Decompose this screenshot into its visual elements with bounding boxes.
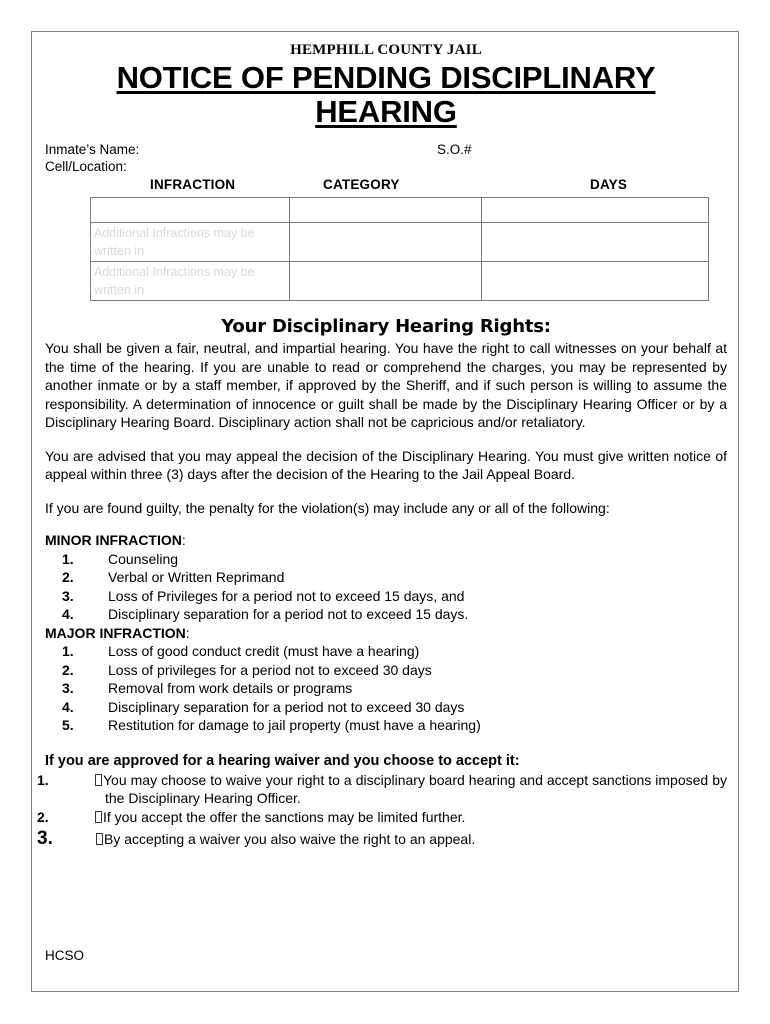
cell-infraction[interactable] bbox=[91, 198, 290, 223]
list-item-text: Counseling bbox=[108, 550, 179, 567]
cell-category[interactable] bbox=[290, 223, 482, 262]
minor-infraction-list bbox=[45, 550, 727, 624]
list-item-number: 1. bbox=[62, 550, 74, 567]
list-item-number: 1. bbox=[37, 771, 49, 788]
list-item-number: 4. bbox=[62, 698, 74, 715]
list-item-text: If you accept the offer the sanctions may be limited further. bbox=[103, 808, 466, 825]
infraction-table bbox=[90, 197, 709, 301]
rights-paragraph-1: You shall be given a fair, neutral, and impartial hearing. You have the right to call witnesses on your behalf at the time of the hearing. If you are unable to read or comprehend the charges, you may be represented by another inmate or by a staff member, if approved by the Sheriff, and if such person is willing to assume the responsibility. A determination of innocence or guilt shall be made by the Disciplinary Hearing Officer or by a Disciplinary Hearing Board. Disciplinary action shall not be capricious and/or retaliatory. bbox=[45, 340, 727, 430]
list-item bbox=[45, 587, 727, 606]
list-item-text: Disciplinary separation for a period not to exceed 30 days bbox=[108, 698, 465, 715]
list-item-number: 2. bbox=[62, 569, 74, 585]
page-title-line-2: HEARING bbox=[315, 94, 457, 129]
page-title bbox=[45, 61, 727, 129]
cell-infraction-placeholder: Additional Infractions may be written in bbox=[94, 265, 255, 297]
list-item-text: Removal from work details or programs bbox=[108, 680, 353, 696]
rights-heading: Your Disciplinary Hearing Rights: bbox=[221, 316, 551, 337]
organization-name: HEMPHILL COUNTY JAIL bbox=[290, 42, 482, 58]
list-item bbox=[45, 605, 727, 624]
missing-glyph-icon bbox=[96, 833, 103, 845]
cell-infraction[interactable] bbox=[91, 223, 290, 262]
list-item-number: 5. bbox=[62, 717, 74, 733]
waiver-list bbox=[37, 771, 727, 849]
list-item-text: Disciplinary separation for a period not to exceed 15 days. bbox=[108, 606, 469, 622]
waiver-heading: If you are approved for a hearing waiver and you choose to accept it: bbox=[45, 752, 520, 769]
column-header-days: DAYS bbox=[590, 177, 628, 192]
list-item-number: 3. bbox=[37, 828, 53, 849]
minor-infraction-label-colon: : bbox=[181, 532, 186, 548]
list-item-text: Verbal or Written Reprimand bbox=[108, 569, 285, 585]
cell-infraction-placeholder: Additional Infractions may be written in bbox=[94, 226, 255, 258]
list-item bbox=[45, 568, 727, 587]
list-item bbox=[37, 808, 727, 827]
minor-infraction-label-text: MINOR INFRACTION bbox=[45, 532, 182, 548]
table-row bbox=[91, 223, 709, 262]
list-item-text: Loss of good conduct credit (must have a hearing) bbox=[108, 643, 420, 659]
list-item-number: 2. bbox=[37, 808, 49, 825]
rights-paragraph-3: If you are found guilty, the penalty for the violation(s) may include any or all of the following: bbox=[45, 499, 610, 516]
list-item-number: 1. bbox=[62, 643, 74, 659]
major-infraction-label-colon: : bbox=[185, 624, 190, 641]
document-page bbox=[31, 31, 739, 992]
cell-category[interactable] bbox=[290, 198, 482, 223]
list-item bbox=[37, 771, 727, 808]
list-item bbox=[45, 716, 727, 735]
cell-location-label: Cell/Location: bbox=[45, 159, 127, 174]
list-item bbox=[45, 679, 727, 698]
column-header-infraction: INFRACTION bbox=[150, 177, 236, 192]
major-infraction-list bbox=[45, 642, 727, 735]
list-item-text: Restitution for damage to jail property (must have a hearing) bbox=[108, 717, 481, 733]
column-header-category: CATEGORY bbox=[323, 177, 400, 192]
cell-days[interactable] bbox=[482, 262, 709, 301]
list-item-number: 3. bbox=[62, 680, 74, 696]
document-body bbox=[37, 41, 727, 849]
list-item-number: 2. bbox=[62, 661, 74, 678]
list-item bbox=[37, 828, 727, 849]
missing-glyph-icon bbox=[95, 811, 102, 823]
table-row bbox=[91, 198, 709, 223]
list-item-text: Loss of Privileges for a period not to exceed 15 days, and bbox=[108, 587, 465, 604]
list-item bbox=[45, 642, 727, 661]
cell-category[interactable] bbox=[290, 262, 482, 301]
cell-days[interactable] bbox=[482, 198, 709, 223]
list-item-text: By accepting a waiver you also waive the right to an appeal. bbox=[104, 831, 476, 847]
major-infraction-label bbox=[45, 624, 727, 643]
list-item-number: 3. bbox=[62, 587, 74, 604]
so-number-label: S.O.# bbox=[437, 142, 472, 157]
list-item bbox=[45, 661, 727, 680]
footer-text: HCSO bbox=[45, 948, 85, 963]
cell-days[interactable] bbox=[482, 223, 709, 262]
missing-glyph-icon bbox=[95, 774, 102, 786]
cell-infraction[interactable] bbox=[91, 262, 290, 301]
minor-infraction-label bbox=[45, 531, 727, 550]
rights-paragraph-2: You are advised that you may appeal the decision of the Disciplinary Hearing. You must give written notice of appeal within three (3) days after the decision of the Hearing to the Jail Appeal Board. bbox=[45, 447, 727, 482]
list-item bbox=[45, 550, 727, 569]
inmate-name-label: Inmate’s Name: bbox=[45, 142, 140, 157]
infraction-table-headers bbox=[45, 177, 727, 197]
inmate-info-fields bbox=[45, 141, 727, 177]
list-item-number: 4. bbox=[62, 606, 74, 622]
table-row bbox=[91, 262, 709, 301]
major-infraction-label-text: MAJOR INFRACTION bbox=[45, 624, 186, 641]
list-item bbox=[45, 698, 727, 717]
list-item-text: Loss of privileges for a period not to exceed 30 days bbox=[108, 661, 432, 678]
page-title-line-1: NOTICE OF PENDING DISCIPLINARY bbox=[116, 60, 656, 95]
list-item-text: You may choose to waive your right to a disciplinary board hearing and accept sanctions imposed by the Disciplinary Hearing Officer. bbox=[103, 771, 727, 806]
